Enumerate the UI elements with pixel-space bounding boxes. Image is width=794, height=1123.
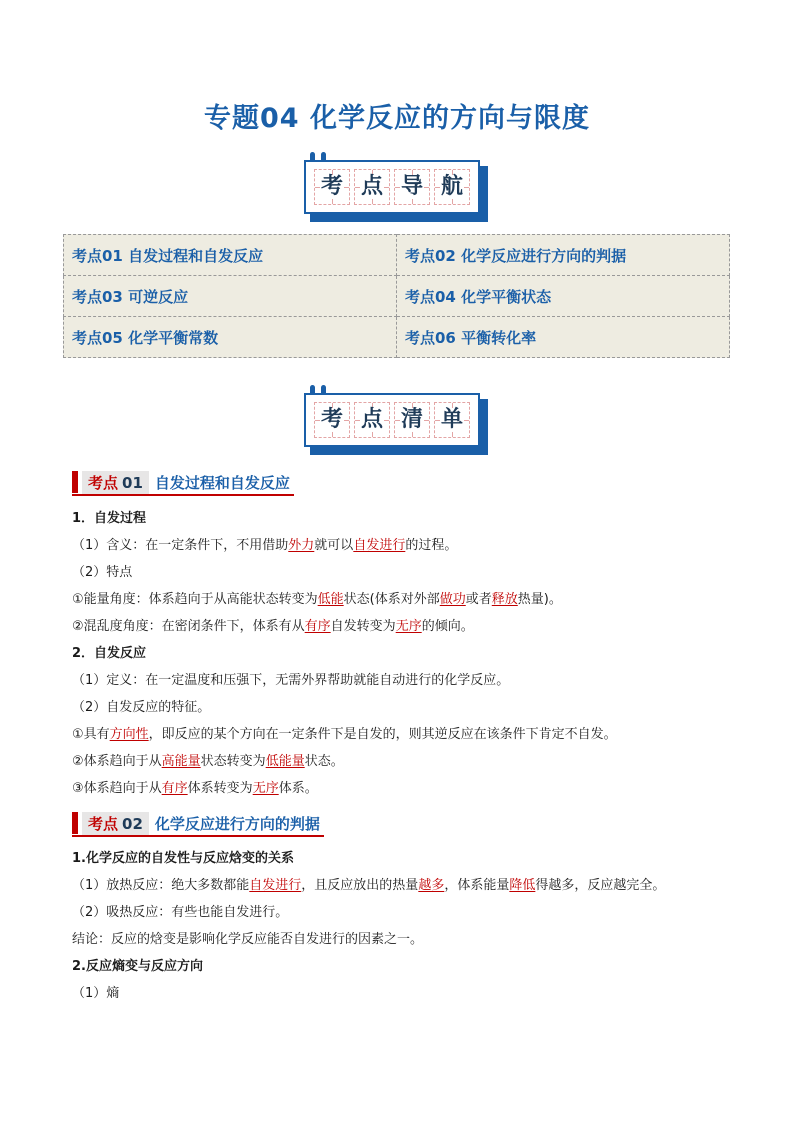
badge-char: 点 (360, 407, 383, 432)
heading: 1.化学反应的自发性与反应焓变的关系 (72, 851, 294, 866)
nav-item-06[interactable]: 考点06 平衡转化率 (397, 317, 730, 358)
text-run: 的过程。 (405, 538, 458, 553)
heading: 2．自发反应 (72, 646, 147, 661)
text-run: ②混乱度角度：在密闭条件下，体系有从 (72, 619, 305, 634)
text-run: ，且反应放出的热量 (301, 878, 419, 893)
section-01-body (72, 505, 732, 802)
underlined-term: 低能 (317, 592, 344, 607)
paragraph (72, 748, 732, 775)
underlined-term: 释放 (491, 592, 518, 607)
paragraph: （1）定义：在一定温度和压强下，无需外界帮助就能自动进行的化学反应。 (72, 673, 510, 688)
section-number: 01 (122, 473, 143, 492)
text-run: ①能量角度：体系趋向于从高能状态转变为 (72, 592, 318, 607)
text-run: （1）含义：在一定条件下，不用借助 (72, 538, 289, 553)
paragraph (72, 872, 732, 899)
paragraph: （1）熵 (72, 986, 120, 1001)
underlined-term: 做功 (439, 592, 466, 607)
list-badge (304, 393, 488, 455)
section-header-01 (72, 470, 294, 496)
text-run: 状态转变为 (200, 754, 266, 769)
text-run: 状态。 (304, 754, 344, 769)
nav-item-05[interactable]: 考点05 化学平衡常数 (64, 317, 397, 358)
section-title: 化学反应进行方向的判据 (154, 814, 320, 833)
underlined-term: 自发进行 (353, 538, 406, 553)
nav-item-03[interactable]: 考点03 可逆反应 (64, 276, 397, 317)
text-run: 就可以 (314, 538, 354, 553)
nav-item-02[interactable]: 考点02 化学反应进行方向的判据 (397, 235, 730, 276)
text-run: ①具有 (72, 727, 110, 742)
section-label: 考点 (88, 473, 119, 492)
nav-badge (304, 160, 488, 222)
badge-char: 单 (440, 407, 463, 432)
underlined-term: 外力 (288, 538, 315, 553)
paragraph: （2）自发反应的特征。 (72, 700, 211, 715)
paragraph: （2）吸热反应：有些也能自发进行。 (72, 905, 289, 920)
badge-char: 考 (320, 174, 343, 199)
text-run: ，体系能量 (444, 878, 510, 893)
section-02-body (72, 845, 732, 1007)
section-number: 02 (122, 814, 143, 833)
badge-char: 清 (400, 407, 423, 432)
paragraph (72, 613, 732, 640)
text-run: ，即反应的某个方向在一定条件下是自发的，则其逆反应在该条件下肯定不自发。 (148, 727, 617, 742)
paragraph (72, 775, 732, 802)
heading: 1．自发过程 (72, 511, 147, 526)
text-run: ②体系趋向于从 (72, 754, 162, 769)
paragraph: （2）特点 (72, 565, 133, 580)
underlined-term: 自发进行 (249, 878, 302, 893)
section-header-02 (72, 811, 324, 837)
text-run: 得越多，反应越完全。 (535, 878, 666, 893)
text-run: 热量)。 (517, 592, 562, 607)
paragraph (72, 532, 732, 559)
underlined-term: 方向性 (109, 727, 149, 742)
section-title: 自发过程和自发反应 (154, 473, 290, 492)
badge-char: 考 (320, 407, 343, 432)
text-run: （1）放热反应：绝大多数都能 (72, 878, 250, 893)
badge-char: 航 (440, 174, 463, 199)
text-run: 自发转变为 (330, 619, 396, 634)
underlined-term: 有序 (304, 619, 331, 634)
text-run: 状态(体系对外部 (343, 592, 440, 607)
paragraph (72, 721, 732, 748)
text-run: 的倾向。 (421, 619, 474, 634)
topic-nav-table (63, 234, 730, 358)
underlined-term: 无序 (252, 781, 279, 796)
text-run: 体系。 (278, 781, 318, 796)
heading: 2.反应熵变与反应方向 (72, 959, 203, 974)
underlined-term: 越多 (418, 878, 445, 893)
text-run: ③体系趋向于从 (72, 781, 162, 796)
underlined-term: 无序 (395, 619, 422, 634)
paragraph (72, 586, 732, 613)
badge-char: 导 (400, 174, 423, 199)
nav-item-04[interactable]: 考点04 化学平衡状态 (397, 276, 730, 317)
nav-item-01[interactable]: 考点01 自发过程和自发反应 (64, 235, 397, 276)
underlined-term: 有序 (161, 781, 188, 796)
text-run: 体系转变为 (187, 781, 253, 796)
text-run: 或者 (465, 592, 492, 607)
underlined-term: 高能量 (161, 754, 201, 769)
page-title: 专题04 化学反应的方向与限度 (204, 103, 590, 134)
underlined-term: 降低 (509, 878, 536, 893)
paragraph: 结论：反应的焓变是影响化学反应能否自发进行的因素之一。 (72, 932, 424, 947)
badge-char: 点 (360, 174, 383, 199)
section-label: 考点 (88, 814, 119, 833)
underlined-term: 低能量 (265, 754, 305, 769)
